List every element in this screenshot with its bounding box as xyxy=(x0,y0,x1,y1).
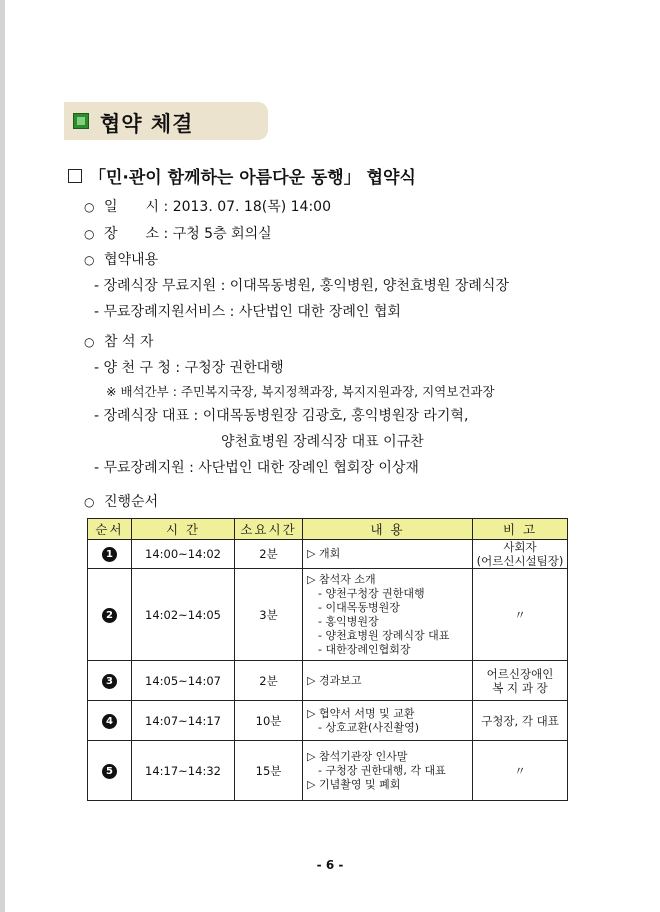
header-content: 내 용 xyxy=(303,519,473,540)
proceeding-label-line xyxy=(84,491,158,511)
header-time: 시 간 xyxy=(132,519,235,540)
content-line: - 양천효병원 장례식장 대표 xyxy=(307,628,450,642)
date-line: ○ 일 시 : 2013. 07. 18(목) 14:00 xyxy=(84,199,331,215)
content-cell xyxy=(303,661,473,701)
proceeding-table xyxy=(87,518,568,801)
content-line: ▷ 참석자 소개 xyxy=(307,572,376,586)
order-cell xyxy=(88,540,132,569)
note-line: (어르신시설팀장) xyxy=(476,554,564,568)
proceeding-label: 진행순서 xyxy=(104,494,159,510)
note-line: 복 지 과 장 xyxy=(492,680,548,695)
table-row xyxy=(88,569,568,661)
circle-bullet: ○ xyxy=(84,495,95,509)
content-label: 협약내용 xyxy=(104,252,159,268)
order-cell xyxy=(88,701,132,741)
page-left-border xyxy=(0,0,5,912)
place-line: ○ 장 소 : 구청 5층 회의실 xyxy=(84,226,272,242)
order-number: 1 xyxy=(102,547,117,562)
note-cell xyxy=(473,569,568,661)
event-heading xyxy=(68,163,416,188)
content-line: - 이대목동병원장 xyxy=(307,600,400,614)
section-title: 협약 체결 xyxy=(100,112,194,136)
content-line: ▷ 개회 xyxy=(307,547,341,560)
header-note: 비 고 xyxy=(473,519,568,540)
table-row xyxy=(88,701,568,741)
content-line: ▷ 기념촬영 및 폐회 xyxy=(307,777,401,791)
order-cell xyxy=(88,741,132,801)
attendee-item: - 무료장례지원 : 사단법인 대한 장례인 협회장 이상재 xyxy=(94,460,419,476)
time-cell: 14:17~14:32 xyxy=(132,741,235,801)
duration-cell: 2분 xyxy=(235,661,303,701)
table-row xyxy=(88,540,568,569)
note-cell xyxy=(473,701,568,741)
order-number: 4 xyxy=(102,714,117,729)
content-cell xyxy=(303,741,473,801)
content-item: - 장례식장 무료지원 : 이대목동병원, 홍익병원, 양천효병원 장례식장 xyxy=(94,278,509,294)
order-number: 5 xyxy=(102,764,117,779)
order-number: 2 xyxy=(102,608,117,623)
attendees-label: 참 석 자 xyxy=(104,334,154,350)
duration-cell: 3분 xyxy=(235,569,303,661)
table-header-row xyxy=(88,519,568,540)
duration-cell: 15분 xyxy=(235,741,303,801)
page-number: - 6 - xyxy=(316,858,344,872)
note-cell xyxy=(473,540,568,569)
order-cell xyxy=(88,661,132,701)
time-cell: 14:02~14:05 xyxy=(132,569,235,661)
date-value: 2013. 07. 18(목) 14:00 xyxy=(172,199,331,215)
order-cell xyxy=(88,569,132,661)
note-cell xyxy=(473,661,568,701)
time-cell: 14:05~14:07 xyxy=(132,661,235,701)
circle-bullet: ○ xyxy=(84,200,95,214)
circle-bullet: ○ xyxy=(84,227,95,241)
content-label-line xyxy=(84,249,158,269)
place-value: 구청 5층 회의실 xyxy=(172,226,272,242)
table-row xyxy=(88,741,568,801)
attendee-note: ※ 배석간부 : 주민복지국장, 복지정책과장, 복지지원과장, 지역보건과장 xyxy=(106,384,495,399)
content-cell xyxy=(303,540,473,569)
table-row xyxy=(88,661,568,701)
content-line: - 상호교환(사진촬영) xyxy=(307,720,420,734)
section-banner xyxy=(64,102,268,140)
note-line: 어르신장애인 xyxy=(486,666,554,681)
time-cell: 14:00~14:02 xyxy=(132,540,235,569)
place-label: 장 소 xyxy=(104,226,160,242)
note-line: 구청장, 각 대표 xyxy=(481,713,559,728)
note-line: 사회자 xyxy=(503,540,537,554)
time-cell: 14:07~14:17 xyxy=(132,701,235,741)
attendee-item: - 양 천 구 청 : 구청장 권한대행 xyxy=(94,360,284,376)
content-line: ▷ 경과보고 xyxy=(307,673,362,687)
event-title: 「민·관이 함께하는 아름다운 동행」 협약식 xyxy=(89,168,416,188)
circle-bullet: ○ xyxy=(84,253,95,267)
content-item: - 무료장례지원서비스 : 사단법인 대한 장례인 협회 xyxy=(94,304,401,320)
circle-bullet: ○ xyxy=(84,335,95,349)
content-line: - 대한장례인협회장 xyxy=(307,642,411,656)
note-line: 〃 xyxy=(514,763,526,778)
content-line: - 구청장 권한대행, 각 대표 xyxy=(307,763,446,777)
content-cell xyxy=(303,569,473,661)
attendee-item-cont: 양천효병원 장례식장 대표 이규찬 xyxy=(221,434,424,450)
duration-cell: 10분 xyxy=(235,701,303,741)
note-cell xyxy=(473,741,568,801)
content-line: ▷ 참석기관장 인사말 xyxy=(307,749,408,763)
content-line: ▷ 협약서 서명 및 교환 xyxy=(307,706,415,720)
order-number: 3 xyxy=(102,674,117,689)
header-order: 순서 xyxy=(88,519,132,540)
date-label: 일 시 xyxy=(104,199,160,215)
attendees-label-line xyxy=(84,331,153,351)
content-line: - 양천구청장 권한대행 xyxy=(307,586,425,600)
content-cell xyxy=(303,701,473,741)
checkbox-square-icon xyxy=(68,169,82,183)
header-duration: 소요시간 xyxy=(235,519,303,540)
duration-cell: 2분 xyxy=(235,540,303,569)
note-line: 〃 xyxy=(514,607,526,622)
attendee-item: - 장례식장 대표 : 이대목동병원장 김광호, 홍익병원장 라기혁, xyxy=(94,408,469,424)
green-square-icon xyxy=(73,113,89,129)
content-line: - 홍익병원장 xyxy=(307,614,379,628)
